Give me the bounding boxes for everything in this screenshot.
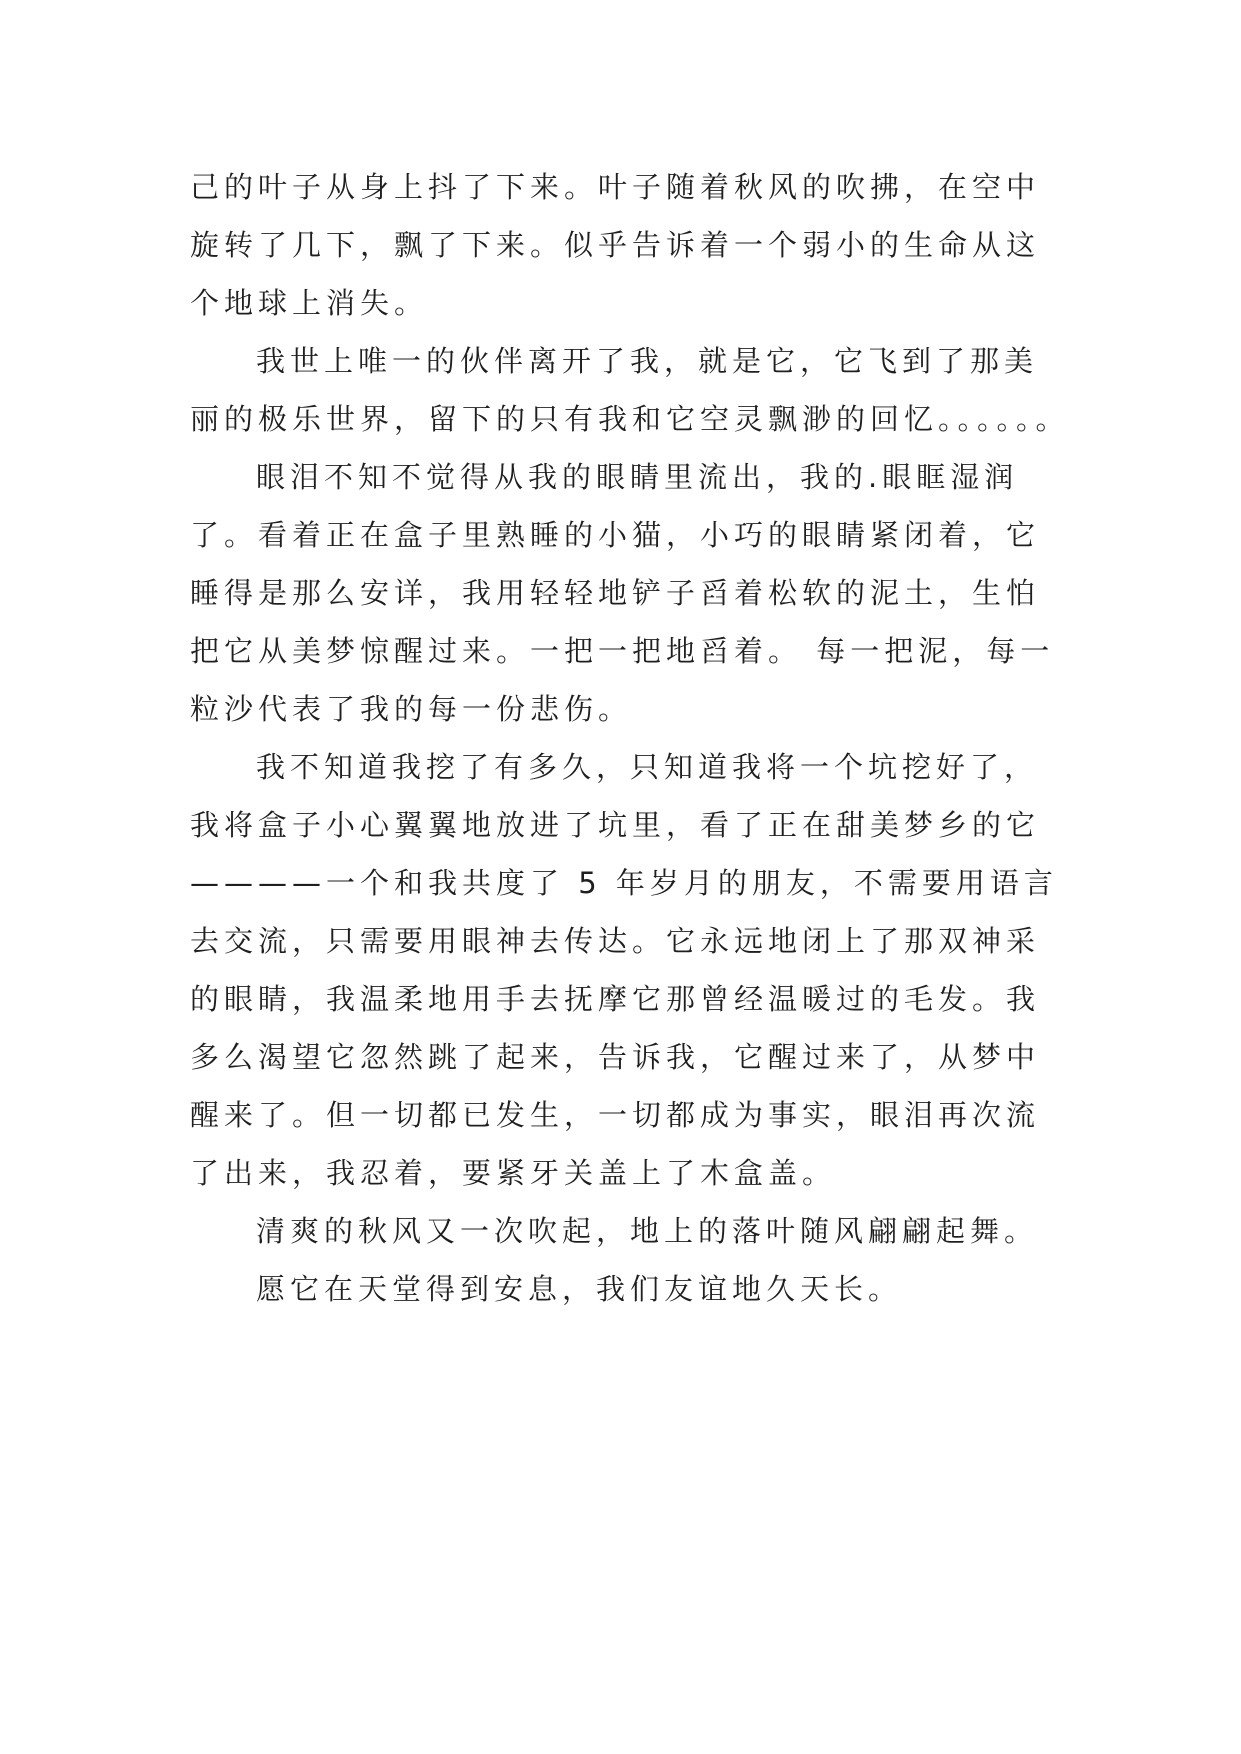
paragraph-3: 眼泪不知不觉得从我的眼睛里流出，我的.眼眶湿润了。看着正在盒子里熟睡的小猫，小巧的眼睛紧闭着，它睡得是那么安详，我用轻轻地铲子舀着松软的泥土，生怕把它从美梦惊醒过来。一把一把地舀着。 每一把泥，每一粒沙代表了我的每一份悲伤。 <box>190 460 1055 726</box>
paragraph-1: 己的叶子从身上抖了下来。叶子随着秋风的吹拂，在空中旋转了几下，飘了下来。似乎告诉着一个弱小的生命从这个地球上消失。 <box>190 170 1041 320</box>
document-body <box>190 158 1070 1318</box>
paragraph-6: 愿它在天堂得到安息，我们友谊地久天长。 <box>256 1272 903 1306</box>
paragraph-4: 我不知道我挖了有多久，只知道我将一个坑挖好了，我将盒子小心翼翼地放进了坑里，看了正在甜美梦乡的它————一个和我共度了 5 年岁月的朋友，不需要用语言去交流，只需要用眼神去传达。它永远地闭上了那双神采的眼睛，我温柔地用手去抚摩它那曾经温暖过的毛发。我多么渴望它忽然跳了起来，告诉我，它醒过来了，从梦中醒来了。但一切都已发生，一切都成为事实，眼泪再次流了出来，我忍着，要紧牙关盖上了木盒盖。 <box>190 750 1058 1190</box>
paragraph-5: 清爽的秋风又一次吹起，地上的落叶随风翩翩起舞。 <box>256 1214 1039 1248</box>
paragraph-2: 我世上唯一的伙伴离开了我，就是它，它飞到了那美丽的极乐世界，留下的只有我和它空灵飘渺的回忆。。。。。。 <box>190 344 1070 436</box>
